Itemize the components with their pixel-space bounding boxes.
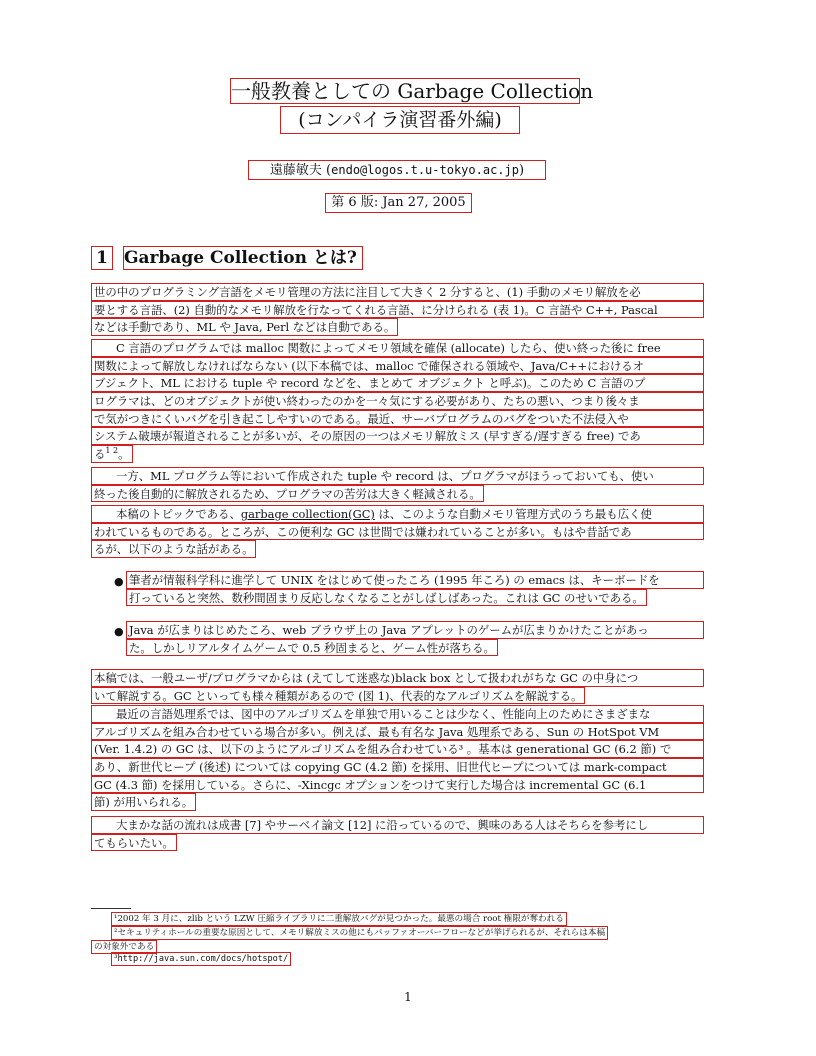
text-line: 関数によって解放しなければならない (以下本稿では、malloc で確保される領域や、Java/C++におけるオ bbox=[91, 357, 704, 375]
paper-title-text: 一般教養としての Garbage Collection bbox=[231, 79, 594, 103]
footnote-mark: ³ bbox=[114, 954, 118, 964]
edition-text: 第 6 版: Jan 27, 2005 bbox=[331, 195, 466, 210]
text-fragment: は、このような自動メモリ管理方式のうち最も広く使 bbox=[374, 507, 652, 521]
footnote-text: ²セキュリティホールの重要な原因として、メモリ解放ミスの他にもバッファオーバーフローなどが挙げられるが、それらは本稿 bbox=[111, 926, 608, 940]
footnote-ref: 1 2 bbox=[105, 446, 119, 456]
text-line: われているものである。ところが、この便利な GC は世間では嫌われていることが多い。もはや昔話であ bbox=[91, 523, 704, 541]
footnote-link[interactable]: http://java.sun.com/docs/hotspot/ bbox=[117, 954, 289, 964]
author-name: 遠藤敏夫 ( bbox=[269, 163, 332, 178]
text-line: で気がつきにくいバグを引き起こしやすいのである。最近、サーバプログラムのバグをついた不法侵入や bbox=[91, 410, 704, 428]
paragraph-1 bbox=[91, 283, 704, 342]
text-line: ログラマは、どのオブジェクトが使い終わったのかを一々気にする必要があり、たちの悪い、つまり後々ま bbox=[91, 392, 704, 410]
text-fragment: 本稿のトピックである、 bbox=[116, 507, 241, 521]
text-line: 本稿では、一般ユーザ/プログラマからは (えてして迷惑な)black box として扱われがちな GC の中身につ bbox=[91, 669, 704, 687]
text-line: あり、新世代ヒープ (後述) については copying GC (4.2 節) を採用、旧世代ヒープについては mark-compact bbox=[91, 758, 704, 776]
author-close: ) bbox=[518, 163, 525, 178]
paper-subtitle-text: (コンパイラ演習番外編) bbox=[298, 109, 502, 131]
footnote-2 bbox=[91, 926, 704, 954]
footnote-1 bbox=[91, 912, 704, 926]
section-number bbox=[91, 246, 113, 270]
paragraph-3 bbox=[91, 467, 704, 508]
text-line: アルゴリズムを組み合わせている場合が多い。例えば、最も有名な Java 処理系である、Sun の HotSpot VM bbox=[91, 723, 704, 741]
bullet-icon: ● bbox=[114, 625, 124, 638]
paragraph-7 bbox=[91, 816, 704, 857]
author-line bbox=[248, 160, 546, 180]
text-line: 筆者が情報科学科に進学して UNIX をはじめて使ったころ (1995 年ころ) の emacs は、キーボードを bbox=[126, 571, 704, 589]
paragraph-5 bbox=[91, 669, 704, 710]
text-line: C 言語のプログラムでは malloc 関数によってメモリ領域を確保 (allocate) したら、使い終った後に free bbox=[91, 339, 704, 357]
section-number-text: 1 bbox=[96, 248, 108, 268]
text-fragment: る bbox=[94, 447, 106, 462]
paper-title bbox=[230, 78, 594, 104]
text-line: 節) が用いられる。 bbox=[91, 793, 196, 811]
text-line: (Ver. 1.4.2) の GC は、以下のようにアルゴリズムを組み合わせている³ 。基本は generational GC (6.2 節) で bbox=[91, 740, 704, 758]
text-line: などは手動であり、ML や Java, Perl などは自動である。 bbox=[91, 318, 398, 336]
text-line: てもらいたい。 bbox=[91, 834, 177, 852]
text-line: 一方、ML プログラム等において作成された tuple や record は、プログラマがほうっておいても、使い bbox=[91, 467, 704, 485]
paragraph-6 bbox=[91, 705, 704, 817]
bullet-icon: ● bbox=[114, 575, 124, 588]
text-line: Java が広まりはじめたころ、web ブラウザ上の Java アプレットのゲームが広まりかけたことがあっ bbox=[126, 621, 704, 639]
text-line: るが、以下のような話がある。 bbox=[91, 540, 256, 558]
text-line: 終った後自動的に解放されるため、プログラマの苦労は大きく軽減される。 bbox=[91, 485, 484, 503]
text-line: 要とする言語、(2) 自動的なメモリ解放を行なってくれる言語、に分けられる (表 1)。C 言語や C++, Pascal bbox=[91, 301, 704, 319]
author-email: endo@logos.t.u-tokyo.ac.jp bbox=[331, 163, 519, 177]
key-term: garbage collection(GC) bbox=[240, 507, 375, 521]
page-number: 1 bbox=[404, 990, 412, 1004]
paragraph-2 bbox=[91, 339, 704, 469]
text-line: 世の中のプログラミング言語をメモリ管理の方法に注目して大きく 2 分すると、(1) 手動のメモリ解放を必 bbox=[91, 283, 704, 301]
bullet-item-1 bbox=[114, 571, 704, 612]
bullet-item-2 bbox=[114, 621, 704, 662]
text-line bbox=[91, 505, 704, 523]
footnote-text: ¹2002 年 3 月に、zlib という LZW 圧縮ライブラリに二重解放バグが見つかった。最悪の場合 root 権限が奪われる bbox=[111, 912, 567, 926]
footnote-rule bbox=[91, 908, 131, 909]
text-line bbox=[91, 445, 133, 463]
paragraph-4 bbox=[91, 505, 704, 564]
text-fragment: 。 bbox=[118, 447, 130, 462]
footnote-text: の対象外である bbox=[91, 940, 157, 954]
section-title bbox=[123, 246, 363, 270]
text-line: 打っていると突然、数秒間固まり反応しなくなることがしばしばあった。これは GC のせいである。 bbox=[126, 589, 647, 607]
text-line: 最近の言語処理系では、図中のアルゴリズムを単独で用いることは少なく、性能向上のためにさまざまな bbox=[91, 705, 704, 723]
text-line: た。しかしリアルタイムゲームで 0.5 秒固まると、ゲーム性が落ちる。 bbox=[126, 639, 498, 657]
text-line: 大まかな話の流れは成書 [7] やサーベイ論文 [12] に沿っているので、興味のある人はそちらを参考にし bbox=[91, 816, 704, 834]
footnote-text bbox=[111, 952, 291, 966]
text-line: いて解説する。GC といっても様々種類があるので (図 1)、代表的なアルゴリズムを解説する。 bbox=[91, 687, 585, 705]
text-line: ブジェクト、ML における tuple や record などを、まとめて オブジェクト と呼ぶ)。このため C 言語のプ bbox=[91, 374, 704, 392]
section-title-text: Garbage Collection とは? bbox=[124, 248, 357, 268]
footnote-3 bbox=[91, 952, 704, 966]
text-line: GC (4.3 節) を採用している。さらに、-Xincgc オプションをつけて実行した場合は incremental GC (6.1 bbox=[91, 776, 704, 794]
text-line: システム破壊が報道されることが多いが、その原因の一つはメモリ解放ミス (早すぎる/遅すぎる free) であ bbox=[91, 427, 704, 445]
paper-subtitle bbox=[280, 106, 520, 134]
edition-line bbox=[325, 193, 472, 213]
